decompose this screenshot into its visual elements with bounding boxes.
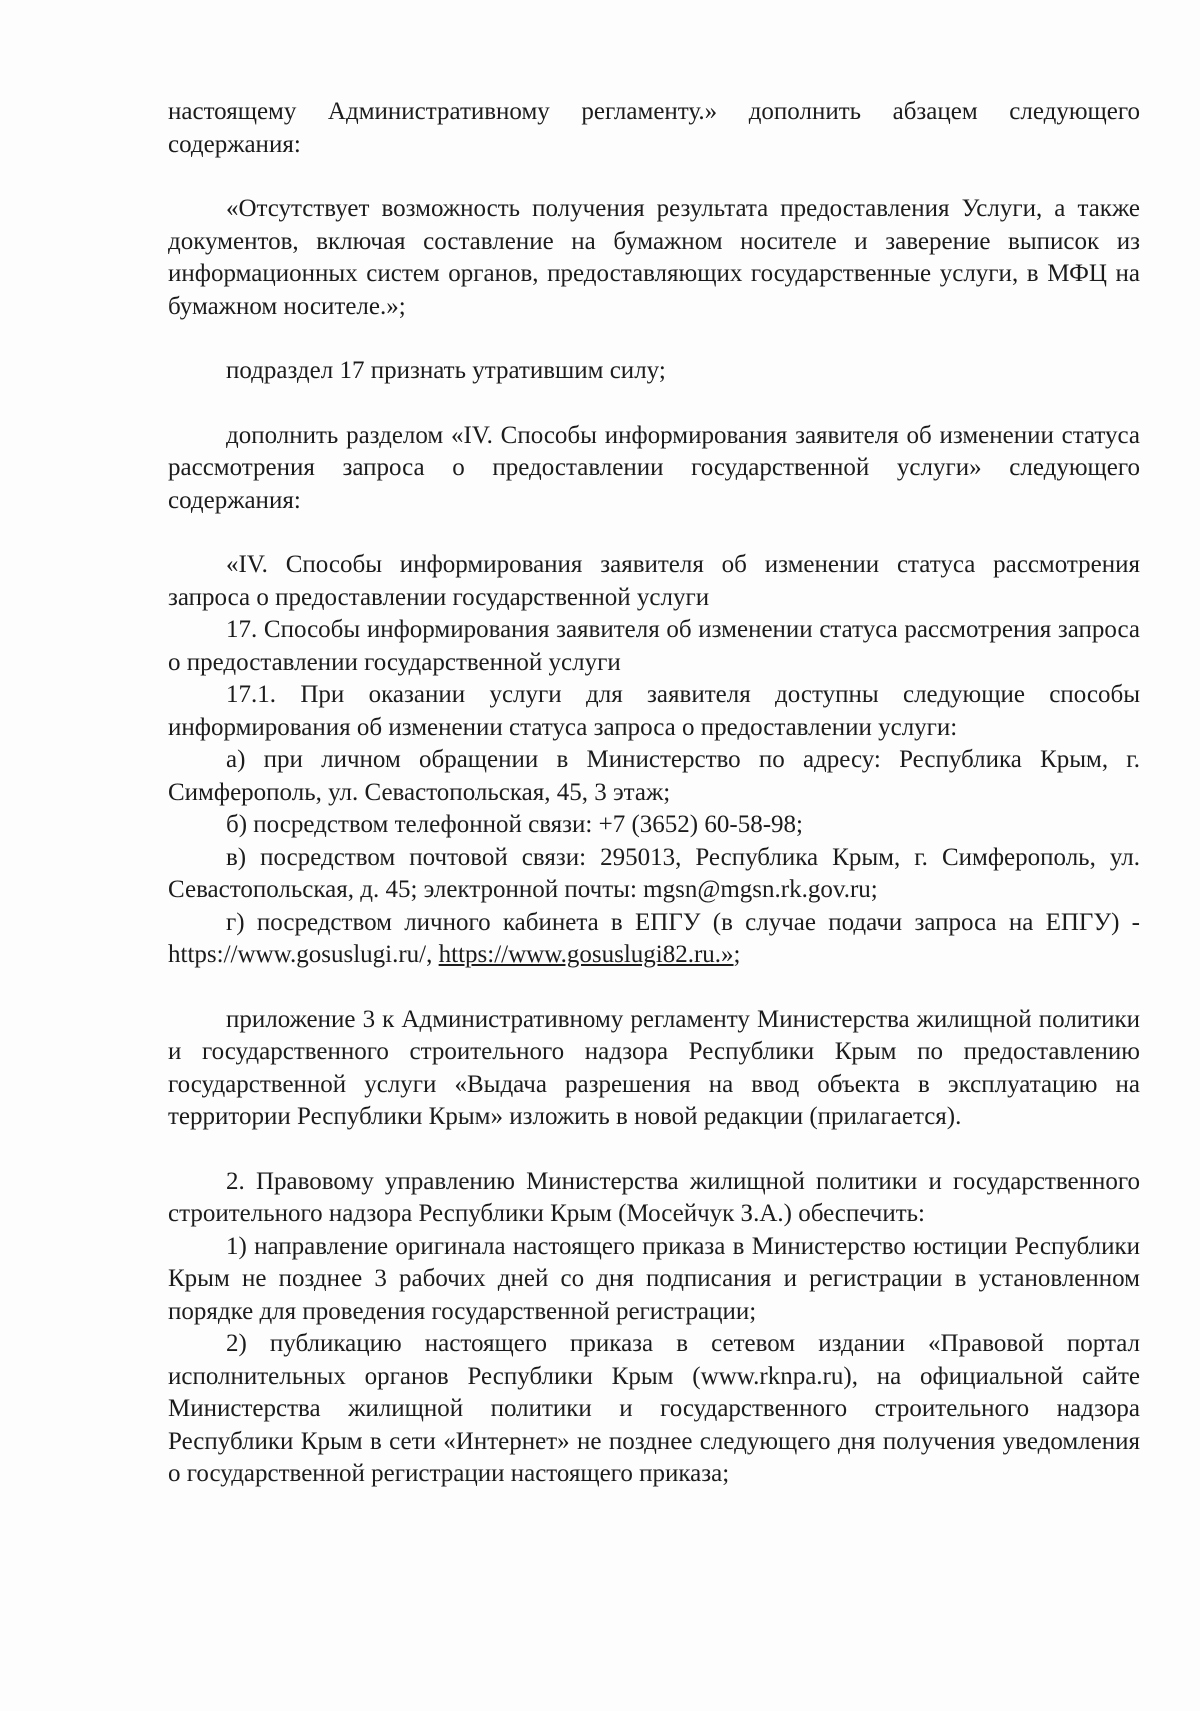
item-a-personal-visit: а) при личном обращении в Министерство по адресу: Республика Крым, г. Симферополь, ул. Севастопольская, 45, 3 этаж; <box>168 746 1140 806</box>
item-1-send-original: 1) направление оригинала настоящего приказа в Министерство юстиции Республики Крым не позднее 3 рабочих дней со дня подписания и регистрации в установленном порядке для проведения государственной регистрации; <box>168 1232 1140 1325</box>
item-b-phone: б) посредством телефонной связи: +7 (3652) 60-58-98; <box>226 811 803 838</box>
item-g-end: ; <box>733 941 741 968</box>
document-body <box>168 96 1140 1491</box>
paragraph-subsection-17-void: подраздел 17 признать утратившим силу; <box>226 357 666 384</box>
section-iv-heading: «IV. Способы информирования заявителя об изменении статуса рассмотрения запроса о предоставлении государственной услуги <box>168 551 1140 611</box>
paragraph-quote-no-possibility: «Отсутствует возможность получения результата предоставления Услуги, а также документов, включая составление на бумажном носителе и заверение выписок из информационных систем органов, предоставляющих государственные услуги, в МФЦ на бумажном носителе.»; <box>168 195 1140 320</box>
paragraph-regulation-continuation: настоящему Административному регламенту.» дополнить абзацем следующего содержания: <box>168 98 1140 158</box>
item-17-1: 17.1. При оказании услуги для заявителя доступны следующие способы информирования об изменении статуса запроса о предоставлении услуги: <box>168 681 1140 741</box>
gosuslugi82-link[interactable]: https://www.gosuslugi82.ru.» <box>438 941 734 968</box>
item-g-text: г) посредством личного кабинета в ЕПГУ (в случае подачи запроса на ЕПГУ) - https://www.gosuslugi.ru/, <box>168 908 1140 968</box>
paragraph-add-section-iv: дополнить разделом «IV. Способы информирования заявителя об изменении статуса рассмотрения запроса о предоставлении государственной услуги» следующего содержания: <box>168 421 1140 514</box>
item-v-mail-email: в) посредством почтовой связи: 295013, Республика Крым, г. Симферополь, ул. Севастопольская, д. 45; электронной почты: mgsn@mgsn.rk.gov.ru; <box>168 843 1140 903</box>
item-g-personal-account <box>168 907 1140 972</box>
paragraph-appendix-3: приложение 3 к Административному регламенту Министерства жилищной политики и государственного строительного надзора Республики Крым по предоставлению государственной услуги «Выдача разрешения на ввод объекта в эксплуатацию на территории Республики Крым» изложить в новой редакции (прилагается). <box>168 1005 1140 1130</box>
paragraph-legal-department: 2. Правовому управлению Министерства жилищной политики и государственного строительного надзора Республики Крым (Мосейчук З.А.) обеспечить: <box>168 1167 1140 1227</box>
item-2-publication: 2) публикацию настоящего приказа в сетевом издании «Правовой портал исполнительных органов Республики Крым (www.rknpa.ru), на официальной сайте Министерства жилищной политики и государственного строительного надзора Республики Крым в сети «Интернет» не позднее следующего дня получения уведомления о государственной регистрации настоящего приказа; <box>168 1330 1140 1487</box>
item-17-heading: 17. Способы информирования заявителя об изменении статуса рассмотрения запроса о предоставлении государственной услуги <box>168 616 1140 676</box>
